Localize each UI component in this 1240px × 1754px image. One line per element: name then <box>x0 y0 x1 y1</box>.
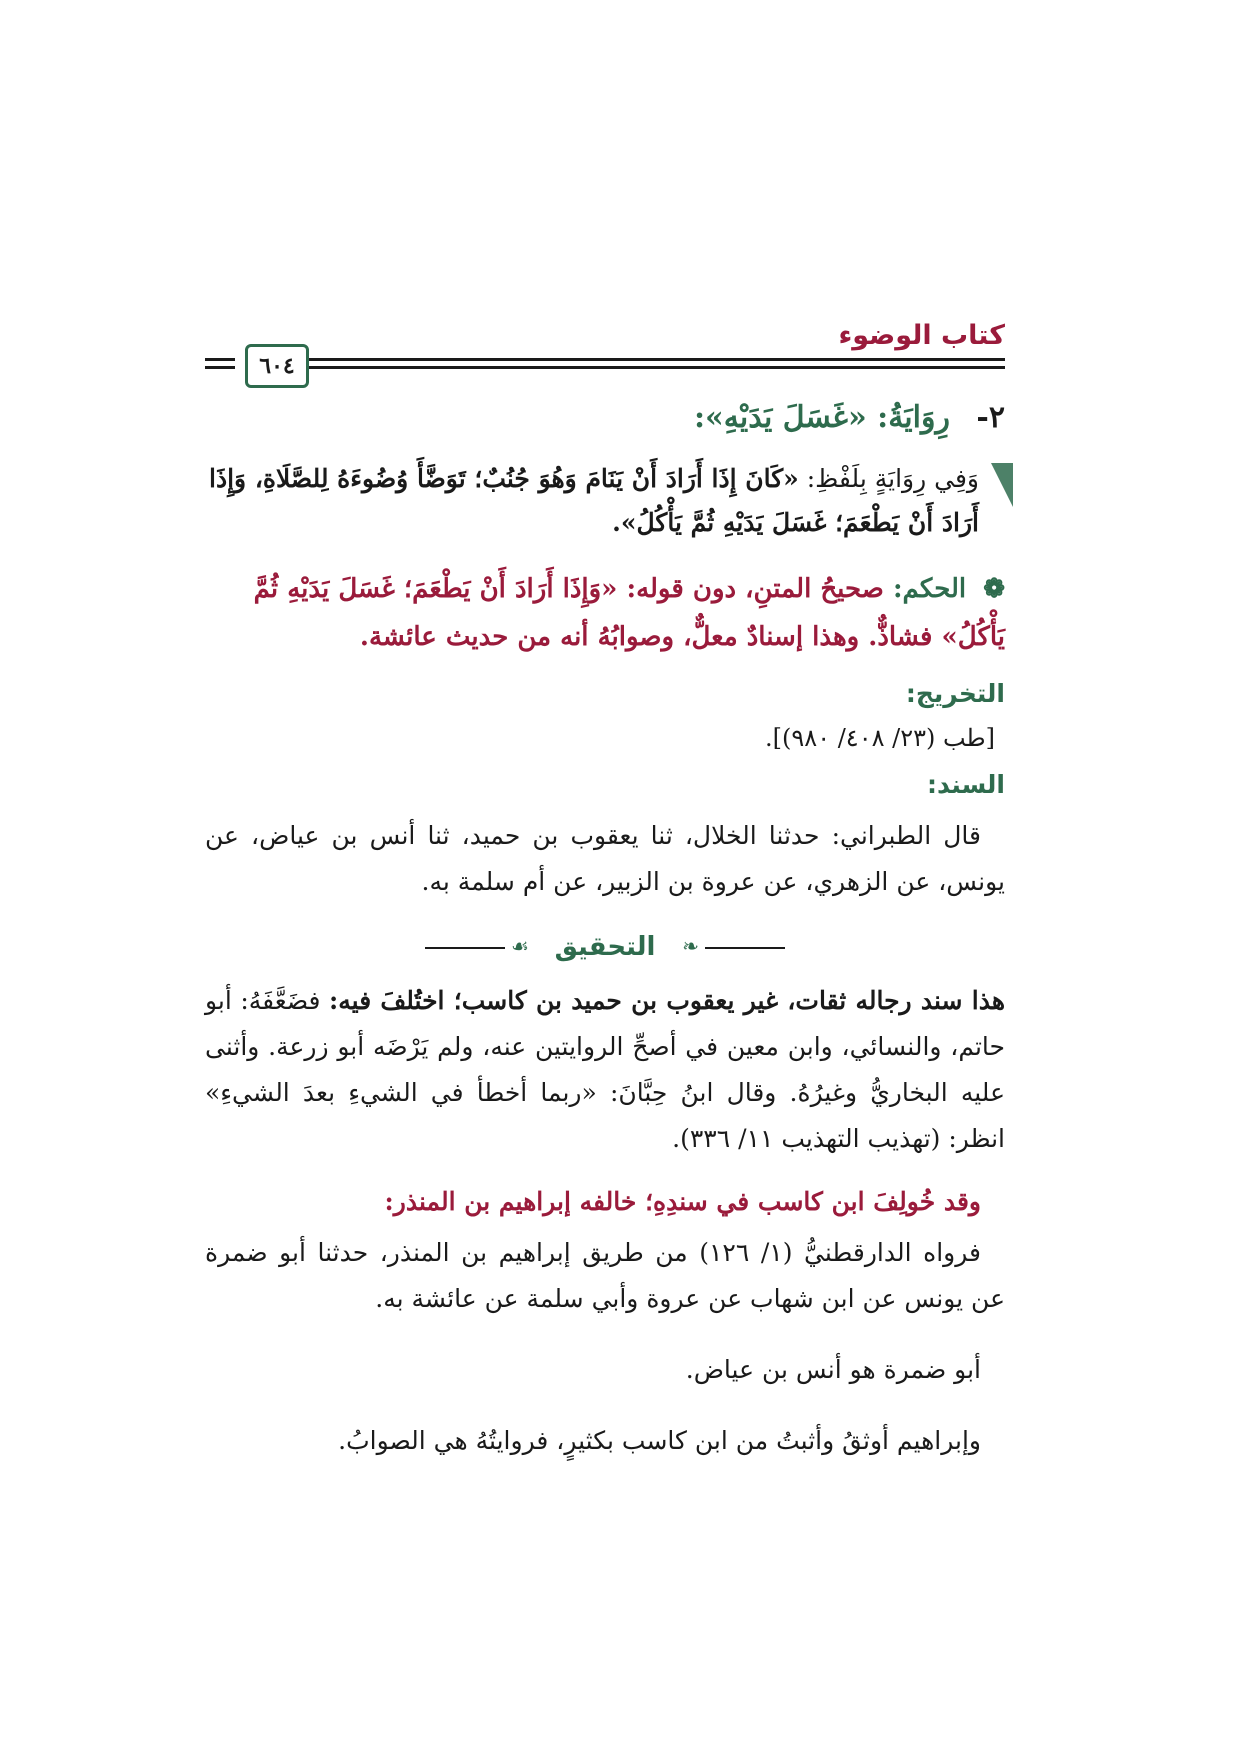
tahqiq-lead: هذا سند رجاله ثقات، غير يعقوب بن حميد بن كاسب؛ اختُلفَ فيه: <box>329 986 1005 1015</box>
tahqiq-subheading: وقد خُولِفَ ابن كاسب في سندِهِ؛ خالفه إبراهيم بن المنذر: <box>384 1187 981 1216</box>
header-rule <box>277 358 1005 361</box>
header-rule <box>277 366 1005 369</box>
ornament-icon: ☙ <box>511 934 529 958</box>
header-rule <box>205 358 235 361</box>
takhrij-reference: [طب (٢٣/ ٤٠٨/ ٩٨٠)]. <box>765 724 995 752</box>
divider-line <box>425 947 505 949</box>
variant-block <box>205 457 1005 545</box>
page-header <box>205 300 1005 400</box>
ruling-label: الحكم: <box>892 574 967 604</box>
page-number: ٦٠٤ <box>245 344 309 388</box>
ruling-text: صحيحُ المتنِ، دون قوله: «وَإِذَا أَرَادَ أَنْ يَطْعَمَ؛ غَسَلَ يَدَيْهِ ثُمَّ يَأْكُلُ» فشاذٌّ. وهذا إسنادٌ معلٌّ، وصوابُهُ أنه من حديث عائشة. <box>253 574 1005 652</box>
book-title: كتاب الوضوء <box>838 320 1005 351</box>
tahqiq-paragraph-4: وإبراهيم أوثقُ وأثبتُ من ابن كاسب بكثيرٍ، فروايتُهُ هي الصوابُ. <box>338 1426 981 1455</box>
variant-lead: وَفِي رِوَايَةٍ بِلَفْظِ: <box>806 464 979 493</box>
sanad-title: السند: <box>926 770 1005 799</box>
tahqiq-paragraph-3: أبو ضمرة هو أنس بن عياض. <box>685 1355 981 1384</box>
flower-icon: ❁ <box>983 574 1005 604</box>
book-page <box>205 300 1005 1489</box>
sanad-text: قال الطبراني: حدثنا الخلال، ثنا يعقوب بن حميد، ثنا أنس بن عياض، عن يونس، عن الزهري، عن عروة بن الزبير، عن أم سلمة به. <box>205 821 1005 896</box>
corner-ornament <box>991 463 1013 507</box>
tahqiq-paragraph-2: فرواه الدارقطنيُّ (١/ ١٢٦) من طريق إبراهيم بن المنذر، حدثنا أبو ضمرة عن يونس عن ابن شهاب عن عروة وأبي سلمة عن عائشة به. <box>205 1238 1005 1313</box>
takhrij-title: التخريج: <box>905 679 1005 708</box>
header-rule <box>205 366 235 369</box>
tahqiq-paragraph-1 <box>205 978 1005 1162</box>
section-heading <box>205 400 1005 435</box>
tahqiq-rest: فضَعَّفَهُ: أبو حاتم، والنسائي، وابن معين في أصحِّ الروايتين عنه، ولم يَرْضَه أبو زرعة. وأثنى عليه البخاريُّ وغيرُهُ. وقال ابنُ حِبَّانَ: «ربما أخطأ في الشيءِ بعدَ الشيءِ» انظر: (تهذيب التهذيب ١١/ ٣٣٦). <box>205 986 1005 1153</box>
ornament-icon: ❧ <box>682 934 699 958</box>
ruling-block <box>205 565 1005 661</box>
section-number: ٢- <box>976 400 1005 435</box>
tahqiq-divider <box>425 930 785 964</box>
tahqiq-title: التحقيق <box>554 932 656 962</box>
variant-quote: «كَانَ إِذَا أَرَادَ أَنْ يَنَامَ وَهُوَ جُنُبٌ؛ تَوَضَّأَ وُضُوءَهُ لِلصَّلَاةِ، وَإِذَا أَرَادَ أَنْ يَطْعَمَ؛ غَسَلَ يَدَيْهِ ثُمَّ يَأْكُلُ». <box>209 464 979 537</box>
divider-line <box>705 947 785 949</box>
section-title: رِوَايَةُ: «غَسَلَ يَدَيْهِ»: <box>693 400 950 435</box>
